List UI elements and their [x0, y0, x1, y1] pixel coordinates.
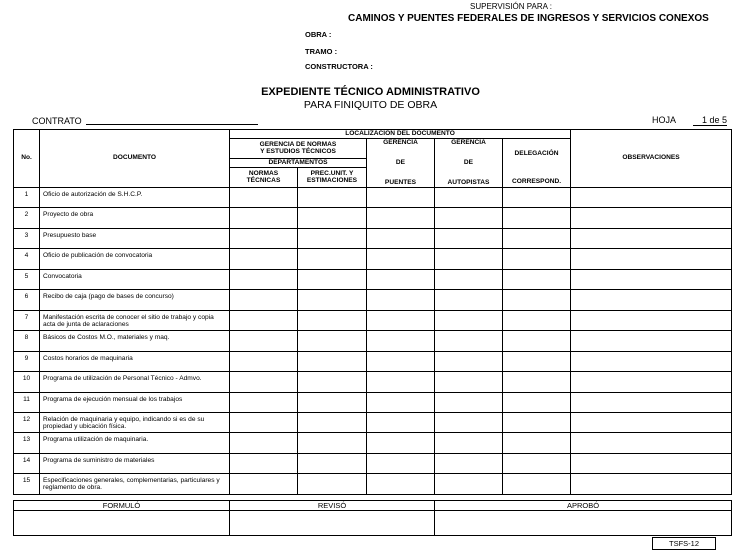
organization-name: CAMINOS Y PUENTES FEDERALES DE INGRESOS Y SERVICIOS CONEXOS: [348, 13, 709, 24]
autopistas-cell[interactable]: [435, 310, 503, 330]
observaciones-cell[interactable]: [571, 433, 732, 453]
autopistas-cell[interactable]: [435, 372, 503, 392]
row-document: Especificaciones generales, complementarias, particulares y reglamento de obra.: [40, 474, 230, 495]
row-document: Programa utilización de maquinaria.: [40, 433, 230, 453]
delegacion-cell[interactable]: [503, 310, 571, 330]
row-document: Básicos de Costos M.O., materiales y maq.: [40, 331, 230, 351]
autopistas-cell[interactable]: [435, 392, 503, 412]
puentes-cell[interactable]: [367, 331, 435, 351]
puentes-cell[interactable]: [367, 412, 435, 432]
row-document: Convocatoria: [40, 269, 230, 289]
prec-unit-cell[interactable]: [298, 249, 367, 269]
autopistas-cell[interactable]: [435, 188, 503, 208]
delegacion-cell[interactable]: [503, 453, 571, 473]
normas-tecnicas-cell[interactable]: [230, 228, 298, 248]
observaciones-cell[interactable]: [571, 228, 732, 248]
normas-tecnicas-cell[interactable]: [230, 474, 298, 495]
row-number: 13: [14, 433, 40, 453]
observaciones-cell[interactable]: [571, 249, 732, 269]
delegacion-cell[interactable]: [503, 290, 571, 310]
table-row: [14, 433, 732, 453]
contrato-label: CONTRATO: [32, 116, 82, 126]
hoja-label: HOJA: [652, 115, 677, 125]
normas-tecnicas-cell[interactable]: [230, 188, 298, 208]
prec-unit-cell[interactable]: [298, 269, 367, 289]
row-number: 3: [14, 228, 40, 248]
table-row: [14, 474, 732, 495]
delegacion-cell[interactable]: [503, 412, 571, 432]
table-row: [14, 412, 732, 432]
formulo-header: FORMULÓ: [14, 501, 230, 511]
puentes-cell[interactable]: [367, 249, 435, 269]
normas-tecnicas-cell[interactable]: [230, 310, 298, 330]
autopistas-cell[interactable]: [435, 474, 503, 495]
puentes-cell[interactable]: [367, 453, 435, 473]
observaciones-cell[interactable]: [571, 412, 732, 432]
prec-unit-cell[interactable]: [298, 372, 367, 392]
delegacion-cell[interactable]: [503, 269, 571, 289]
delegacion-cell[interactable]: [503, 249, 571, 269]
puentes-cell[interactable]: [367, 269, 435, 289]
form-code: TSFS-12: [652, 537, 716, 550]
autopistas-cell[interactable]: [435, 269, 503, 289]
prec-unit-cell[interactable]: [298, 331, 367, 351]
puentes-cell[interactable]: [367, 372, 435, 392]
prec-unit-cell[interactable]: [298, 412, 367, 432]
observaciones-cell[interactable]: [571, 372, 732, 392]
constructora-label: CONSTRUCTORA :: [305, 62, 373, 71]
table-row: [14, 331, 732, 351]
observaciones-cell[interactable]: [571, 331, 732, 351]
hoja-value: 1 de 5: [693, 115, 727, 126]
aprobo-signature-field[interactable]: [435, 511, 732, 536]
autopistas-cell[interactable]: [435, 331, 503, 351]
table-row: [14, 208, 732, 228]
observaciones-cell[interactable]: [571, 392, 732, 412]
delegacion-cell[interactable]: [503, 331, 571, 351]
prec-unit-header: PREC.UNIT. Y ESTIMACIONES: [298, 168, 367, 188]
gerencia-puentes-header: GERENCIA DE PUENTES: [367, 139, 435, 188]
row-document: Oficio de autorización de S.H.C.P.: [40, 188, 230, 208]
table-row: [14, 351, 732, 371]
formulo-signature-field[interactable]: [14, 511, 230, 536]
normas-tecnicas-cell[interactable]: [230, 392, 298, 412]
supervision-label: SUPERVISIÓN PARA :: [470, 2, 552, 11]
autopistas-cell[interactable]: [435, 351, 503, 371]
col-documento-header: DOCUMENTO: [40, 130, 230, 188]
row-number: 6: [14, 290, 40, 310]
row-document: Recibo de caja (pago de bases de concurso): [40, 290, 230, 310]
observaciones-cell[interactable]: [571, 310, 732, 330]
table-row: [14, 290, 732, 310]
row-number: 4: [14, 249, 40, 269]
row-document: Programa de utilización de Personal Técnico - Admvo.: [40, 372, 230, 392]
delegacion-cell[interactable]: [503, 474, 571, 495]
puentes-cell[interactable]: [367, 474, 435, 495]
normas-tecnicas-cell[interactable]: [230, 208, 298, 228]
normas-tecnicas-header: NORMAS TÉCNICAS: [230, 168, 298, 188]
row-number: 9: [14, 351, 40, 371]
prec-unit-cell[interactable]: [298, 208, 367, 228]
gerencia-autopistas-header: GERENCIA DE AUTOPISTAS: [435, 139, 503, 188]
localizacion-header: LOCALIZACIÓN DEL DOCUMENTO: [230, 130, 571, 139]
tramo-label: TRAMO :: [305, 47, 338, 56]
autopistas-cell[interactable]: [435, 228, 503, 248]
puentes-cell[interactable]: [367, 433, 435, 453]
table-row: [14, 249, 732, 269]
observaciones-cell[interactable]: [571, 188, 732, 208]
normas-tecnicas-cell[interactable]: [230, 351, 298, 371]
normas-tecnicas-cell[interactable]: [230, 433, 298, 453]
table-row: [14, 228, 732, 248]
departamentos-header: DEPARTAMENTOS: [230, 159, 367, 168]
row-number: 7: [14, 310, 40, 330]
documents-table: [13, 129, 732, 495]
obra-label: OBRA :: [305, 30, 332, 39]
observaciones-cell[interactable]: [571, 453, 732, 473]
observaciones-cell[interactable]: [571, 474, 732, 495]
puentes-cell[interactable]: [367, 228, 435, 248]
prec-unit-cell[interactable]: [298, 351, 367, 371]
row-number: 2: [14, 208, 40, 228]
puentes-cell[interactable]: [367, 310, 435, 330]
prec-unit-cell[interactable]: [298, 188, 367, 208]
normas-tecnicas-cell[interactable]: [230, 249, 298, 269]
row-document: Programa de ejecución mensual de los trabajos: [40, 392, 230, 412]
row-document: Programa de suministro de materiales: [40, 453, 230, 473]
delegacion-cell[interactable]: [503, 372, 571, 392]
autopistas-cell[interactable]: [435, 249, 503, 269]
row-document: Costos horarios de maquinaria: [40, 351, 230, 371]
row-number: 8: [14, 331, 40, 351]
prec-unit-cell[interactable]: [298, 290, 367, 310]
normas-tecnicas-cell[interactable]: [230, 372, 298, 392]
table-row: [14, 310, 732, 330]
normas-tecnicas-cell[interactable]: [230, 412, 298, 432]
row-number: 5: [14, 269, 40, 289]
row-number: 12: [14, 412, 40, 432]
row-number: 15: [14, 474, 40, 495]
puentes-cell[interactable]: [367, 351, 435, 371]
puentes-cell[interactable]: [367, 188, 435, 208]
row-document: Oficio de publicación de convocatoria: [40, 249, 230, 269]
normas-tecnicas-cell[interactable]: [230, 331, 298, 351]
delegacion-cell[interactable]: [503, 351, 571, 371]
prec-unit-cell[interactable]: [298, 453, 367, 473]
row-number: 10: [14, 372, 40, 392]
col-observaciones-header: OBSERVACIONES: [571, 130, 732, 188]
observaciones-cell[interactable]: [571, 269, 732, 289]
prec-unit-cell[interactable]: [298, 228, 367, 248]
col-no-header: No.: [14, 130, 40, 188]
row-document: Proyecto de obra: [40, 208, 230, 228]
reviso-signature-field[interactable]: [230, 511, 435, 536]
prec-unit-cell[interactable]: [298, 433, 367, 453]
signatures-table: [13, 500, 732, 536]
autopistas-cell[interactable]: [435, 433, 503, 453]
observaciones-cell[interactable]: [571, 208, 732, 228]
table-row: [14, 392, 732, 412]
contrato-field[interactable]: [86, 124, 258, 125]
row-document: Presupuesto base: [40, 228, 230, 248]
table-row: [14, 453, 732, 473]
puentes-cell[interactable]: [367, 392, 435, 412]
row-document: Manifestación escrita de conocer el sitio de trabajo y copia acta de junta de aclaraciones: [40, 310, 230, 330]
reviso-header: REVISÓ: [230, 501, 435, 511]
autopistas-cell[interactable]: [435, 412, 503, 432]
prec-unit-cell[interactable]: [298, 310, 367, 330]
page-title: EXPEDIENTE TÉCNICO ADMINISTRATIVO: [261, 86, 480, 98]
table-row: [14, 372, 732, 392]
row-number: 14: [14, 453, 40, 473]
normas-tecnicas-cell[interactable]: [230, 290, 298, 310]
autopistas-cell[interactable]: [435, 453, 503, 473]
row-number: 1: [14, 188, 40, 208]
normas-tecnicas-cell[interactable]: [230, 269, 298, 289]
normas-tecnicas-cell[interactable]: [230, 453, 298, 473]
delegacion-cell[interactable]: [503, 433, 571, 453]
gerencia-normas-header: GERENCIA DE NORMAS Y ESTUDIOS TÉCNICOS: [230, 139, 367, 159]
row-document: Relación de maquinaria y equipo, indicando si es de su propiedad y ubicación física.: [40, 412, 230, 432]
autopistas-cell[interactable]: [435, 290, 503, 310]
delegacion-cell[interactable]: [503, 228, 571, 248]
autopistas-cell[interactable]: [435, 208, 503, 228]
delegacion-cell[interactable]: [503, 392, 571, 412]
table-row: [14, 269, 732, 289]
prec-unit-cell[interactable]: [298, 392, 367, 412]
observaciones-cell[interactable]: [571, 351, 732, 371]
row-number: 11: [14, 392, 40, 412]
delegacion-cell[interactable]: [503, 188, 571, 208]
aprobo-header: APROBÓ: [435, 501, 732, 511]
puentes-cell[interactable]: [367, 290, 435, 310]
delegacion-cell[interactable]: [503, 208, 571, 228]
observaciones-cell[interactable]: [571, 290, 732, 310]
delegacion-header: DELEGACIÓN CORRESPOND.: [503, 139, 571, 188]
table-row: [14, 188, 732, 208]
prec-unit-cell[interactable]: [298, 474, 367, 495]
page-subtitle: PARA FINIQUITO DE OBRA: [303, 99, 438, 111]
puentes-cell[interactable]: [367, 208, 435, 228]
